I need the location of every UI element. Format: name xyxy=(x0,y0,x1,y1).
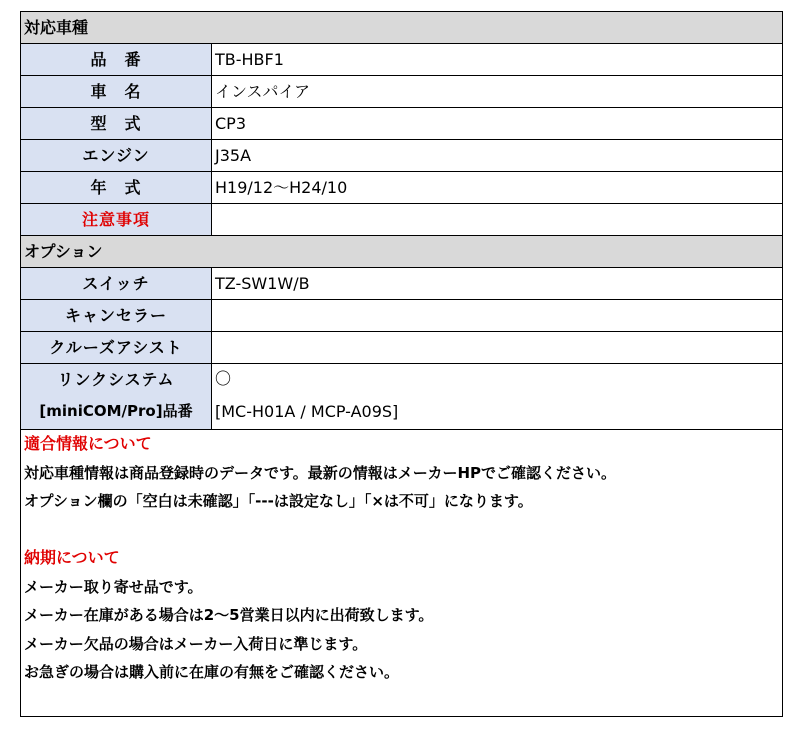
switch-value: TZ-SW1W/B xyxy=(215,274,310,293)
row-model-year xyxy=(21,172,782,204)
delivery-info-line: メーカー欠品の場合はメーカー入荷日に準じます。 xyxy=(24,634,368,653)
fitment-table xyxy=(20,11,783,717)
link-system-value: 〇 xyxy=(215,369,232,388)
part-number-label: 品 番 xyxy=(21,44,212,75)
row-switch xyxy=(21,268,782,300)
part-number-value: TB-HBF1 xyxy=(215,50,284,69)
blank-line xyxy=(24,516,782,545)
fitment-info-line: 対応車種情報は商品登録時のデータです。最新の情報はメーカーHPでご確認ください。 xyxy=(24,463,617,482)
row-car-name xyxy=(21,76,782,108)
canceller-label: キャンセラー xyxy=(21,300,212,331)
minicom-pro-label: [miniCOM/Pro]品番 xyxy=(39,402,193,420)
model-code-label: 型 式 xyxy=(21,108,212,139)
model-code-value: CP3 xyxy=(215,114,246,133)
model-year-label: 年 式 xyxy=(21,172,212,203)
info-notes xyxy=(21,430,782,687)
row-cruise-assist xyxy=(21,332,782,364)
delivery-info-line: メーカー在庫がある場合は2〜5営業日以内に出荷致します。 xyxy=(24,606,434,624)
car-name-label: 車 名 xyxy=(21,76,212,107)
option-section-title: オプション xyxy=(24,242,103,261)
car-name-value: インスパイア xyxy=(215,82,311,101)
minicom-pro-value: [MC-H01A / MCP-A09S] xyxy=(215,402,399,421)
fitment-info-heading: 適合情報について xyxy=(24,434,152,453)
row-notes xyxy=(21,204,782,236)
switch-label: スイッチ xyxy=(21,268,212,299)
row-part-number xyxy=(21,44,782,76)
link-system-label: リンクシステム xyxy=(57,370,175,389)
delivery-info-heading: 納期について xyxy=(24,548,120,567)
link-system-value-cell xyxy=(212,364,782,429)
engine-value: J35A xyxy=(215,146,252,165)
cruise-assist-label: クルーズアシスト xyxy=(21,332,212,363)
vehicle-section-header xyxy=(21,12,782,44)
delivery-info-line: お急ぎの場合は購入前に在庫の有無をご確認ください。 xyxy=(24,663,400,681)
row-canceller xyxy=(21,300,782,332)
vehicle-section-title: 対応車種 xyxy=(24,18,89,37)
option-section-header xyxy=(21,236,782,268)
row-engine xyxy=(21,140,782,172)
row-model-code xyxy=(21,108,782,140)
engine-label: エンジン xyxy=(21,140,212,171)
notes-label: 注意事項 xyxy=(21,204,212,235)
row-link-system xyxy=(21,364,782,430)
model-year-value: H19/12〜H24/10 xyxy=(215,178,348,197)
fitment-info-line: オプション欄の「空白は未確認」「---は設定なし」「×は不可」になります。 xyxy=(24,492,533,510)
link-system-label-cell xyxy=(21,364,212,429)
delivery-info-line: メーカー取り寄せ品です。 xyxy=(24,577,203,596)
